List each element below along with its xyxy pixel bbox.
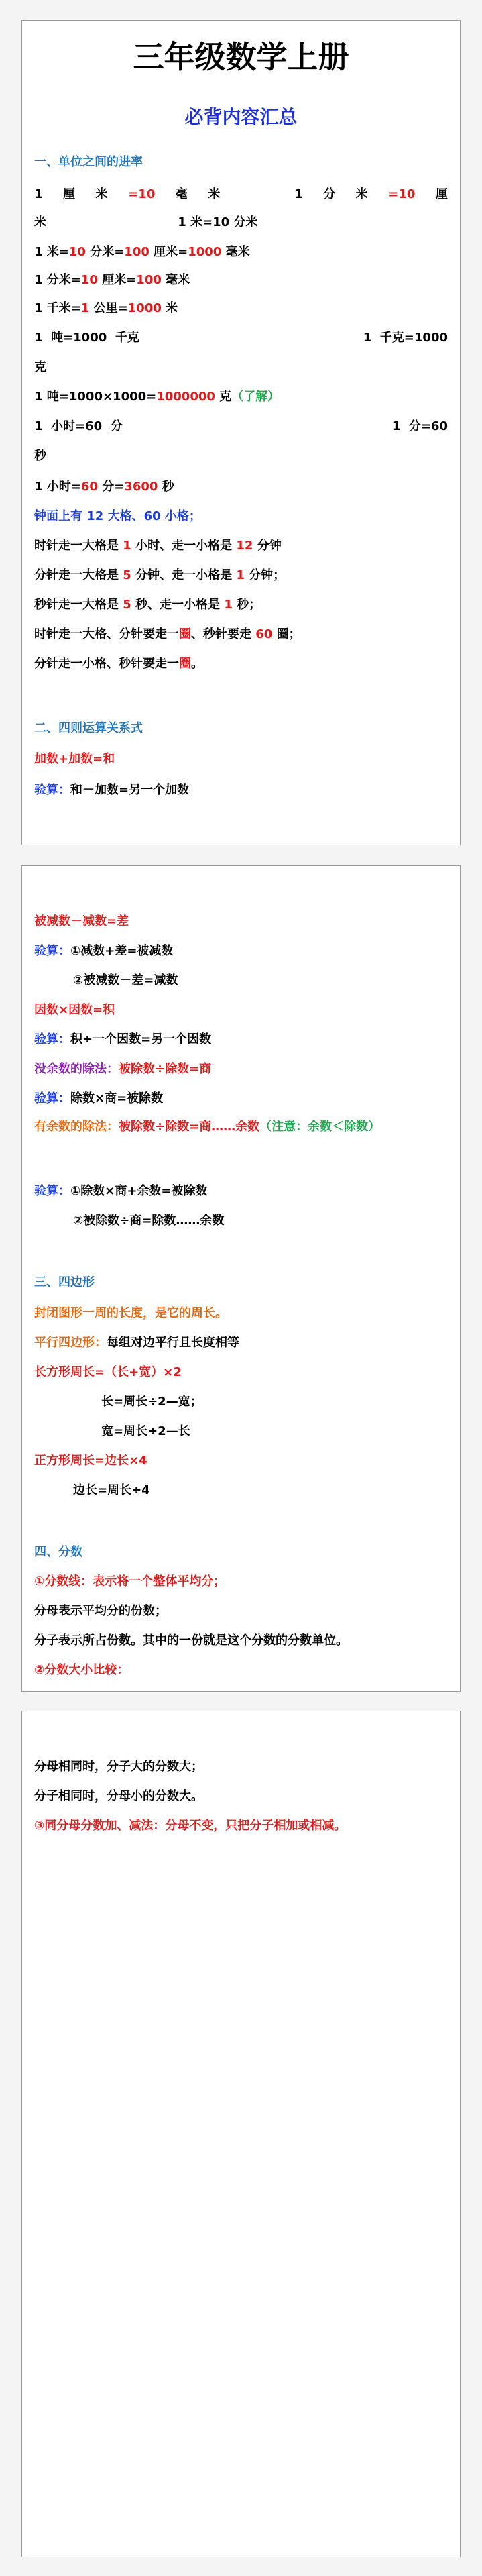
- page-3: [21, 1711, 461, 2557]
- compare-same-denominator: 分母相同时，分子大的分数大；: [34, 1760, 203, 1774]
- unit-line-10: 秒: [34, 449, 46, 463]
- unit-line-2: 米 1 米=10 分米: [34, 215, 258, 229]
- compare-same-numerator: 分子相同时，分母小的分数大。: [34, 1789, 203, 1803]
- page-subtitle: 必背内容汇总: [184, 106, 298, 128]
- clock-line-second: 秒针走一大格是 5 秒、走一小格是 1 秒；: [34, 598, 261, 612]
- rectangle-perimeter: 长方形周长=（长+宽）×2: [34, 1365, 182, 1379]
- square-side: 边长=周长÷4: [73, 1483, 150, 1497]
- subtraction-formula: 被减数－减数=差: [34, 914, 129, 928]
- rectangle-length: 长=周长÷2—宽；: [101, 1395, 202, 1409]
- unit-line-6: 1 吨=1000 千克 1 千克=1000: [34, 331, 448, 345]
- clock-line-minute: 分针走一大格是 5 分钟、走一小格是 1 分钟；: [34, 568, 286, 582]
- remainder-check-2: ②被除数÷商=除数……余数: [73, 1214, 225, 1228]
- section-heading-operations: 二、四则运算关系式: [34, 721, 143, 735]
- page-2: [21, 865, 461, 1692]
- remainder-division-formula: 有余数的除法：被除数÷除数=商……余数（注意：余数＜除数）: [34, 1120, 381, 1134]
- fraction-line-def: ①分数线：表示将一个整体平均分；: [34, 1574, 226, 1589]
- perimeter-definition: 封闭图形一周的长度，是它的周长。: [34, 1306, 227, 1320]
- unit-line-3: 1 米=10 分米=100 厘米=1000 毫米: [34, 245, 250, 259]
- clock-line-hour: 时针走一大格是 1 小时、走一小格是 12 分钟: [34, 539, 282, 553]
- clock-line-minute-small: 分针走一小格、秒针要走一圈。: [34, 657, 203, 671]
- subtraction-check-2: ②被减数－差=减数: [73, 973, 178, 987]
- unit-line-4: 1 分米=10 厘米=100 毫米: [34, 273, 190, 287]
- addition-formula: 加数+加数=和: [34, 752, 115, 766]
- section-heading-units: 一、单位之间的进率: [34, 155, 143, 169]
- denominator-def: 分母表示平均分的份数；: [34, 1604, 167, 1618]
- unit-line-8: 1 吨=1000×1000=1000000 克（了解）: [34, 390, 280, 404]
- section-heading-quadrilateral: 三、四边形: [34, 1275, 95, 1289]
- multiplication-formula: 因数×因数=积: [34, 1003, 115, 1017]
- multiplication-check: 验算：积÷一个因数=另一个因数: [34, 1032, 212, 1046]
- unit-line-5: 1 千米=1 公里=1000 米: [34, 301, 178, 315]
- addition-check: 验算：和－加数=另一个加数: [34, 783, 190, 797]
- subtraction-check-1: 验算：①减数+差=被减数: [34, 944, 174, 958]
- unit-line-11: 1 小时=60 分=3600 秒: [34, 480, 174, 494]
- remainder-check-1: 验算：①除数×商+余数=被除数: [34, 1184, 208, 1198]
- page-title: 三年级数学上册: [133, 39, 349, 75]
- fraction-compare-heading: ②分数大小比较：: [34, 1663, 129, 1677]
- division-check: 验算：除数×商=被除数: [34, 1091, 164, 1106]
- division-formula: 没余数的除法：被除数÷除数=商: [34, 1062, 212, 1076]
- unit-line-7: 克: [34, 360, 46, 374]
- unit-line-1: 1 厘 米 =10 毫 米 1 分 米 =10 厘: [34, 187, 448, 201]
- clock-face-line: 钟面上有 12 大格、60 小格；: [34, 509, 201, 523]
- section-heading-fractions: 四、分数: [34, 1545, 82, 1559]
- unit-line-9: 1 小时=60 分 1 分=60: [34, 419, 448, 433]
- clock-line-hour-big: 时针走一大格、分针要走一圈、秒针要走 60 圈；: [34, 627, 301, 641]
- square-perimeter: 正方形周长=边长×4: [34, 1454, 147, 1468]
- page-1: [21, 20, 461, 845]
- rectangle-width: 宽=周长÷2—长: [101, 1424, 190, 1438]
- numerator-def: 分子表示所占份数。其中的一份就是这个分数的分数单位。: [34, 1633, 348, 1648]
- parallelogram-definition: 平行四边形：每组对边平行且长度相等: [34, 1336, 239, 1350]
- same-denominator-add-subtract: ③同分母分数加、减法：分母不变，只把分子相加或相减。: [34, 1819, 347, 1833]
